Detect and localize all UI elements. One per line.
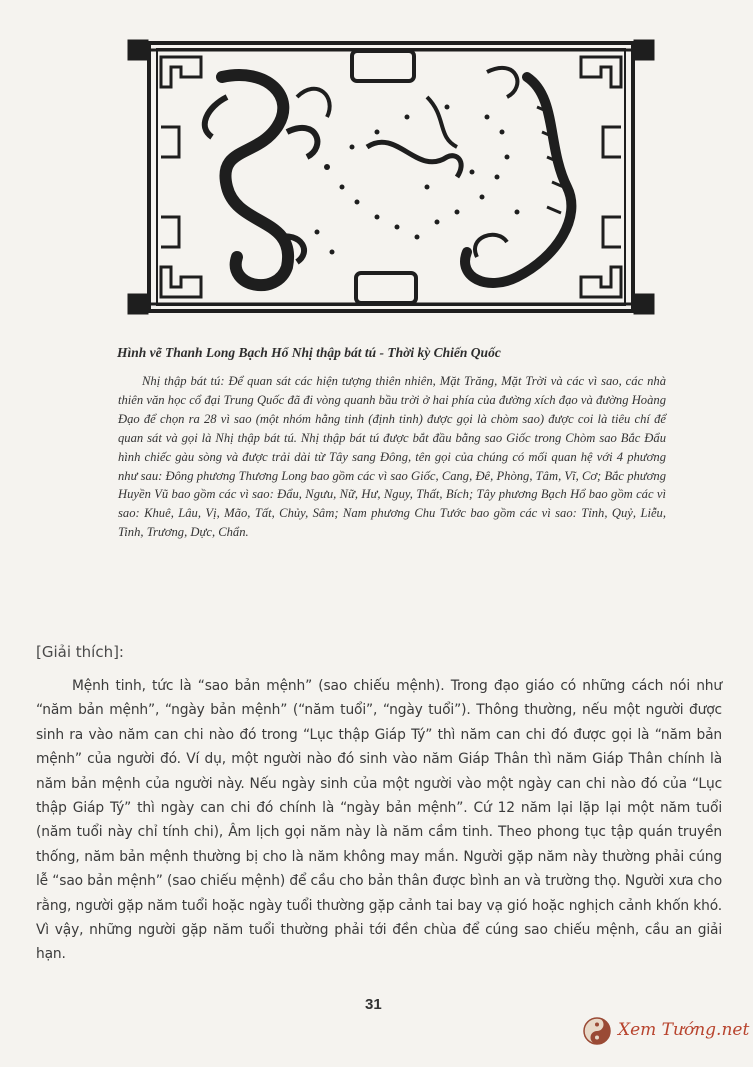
figure-description [118,372,666,542]
watermark-text: Xem Tướng.net [618,1020,750,1040]
yin-yang-icon [582,1016,612,1046]
section-heading: [Giải thích]: [36,643,124,661]
body-paragraph-text: Mệnh tinh, tức là “sao bản mệnh” (sao chiếu mệnh). Trong đạo giáo có những cách nói như “năm bản mệnh”, “ngày bản mệnh” (“năm tuổi”, “ngày tuổi”). Thông thường, nếu một người được sinh ra vào năm can chi nào đó trong “Lục thập Giáp Tý” thì năm can chi đó được gọi là “năm bản mệnh” của người đó. Ví dụ, một người nào đó sinh vào năm Giáp Thân thì năm Giáp Thân chính là năm bản mệnh của người này. Nếu ngày sinh của một người vào một ngày can chi nào đó của “Lục thập Giáp Tý” thì ngày can chi đó chính là “ngày bản mệnh”. Cứ 12 năm lại lặp lại một năm tuổi (năm tuổi này chỉ tính chi), Âm lịch gọi năm này là năm cầm tinh. Theo phong tục tập quán truyền thống, năm bản mệnh thường bị cho là năm không may mắn. Người gặp năm này thường phải cúng lễ “sao bản mệnh” (sao chiếu mệnh) để cầu cho bản thân được bình an và trường thọ. Người xưa cho rằng, người gặp năm tuổi hoặc ngày tuổi thường gặp cảnh tai bay vạ gió hoặc nghịch cảnh khốn khó. Vì vậy, những người gặp năm tuổi thường phải tới đền chùa để cúng sao chiếu mệnh, cầu an giải hạn. [36,678,722,963]
thanh-long-bach-ho-illustration [127,37,657,329]
figure-description-text: Nhị thập bát tú: Để quan sát các hiện tượng thiên nhiên, Mặt Trăng, Mặt Trời và các vì sao, các nhà thiên văn học cổ đại Trung Quốc đã đi vòng quanh bầu trời ở hai phía của đường xích đạo và đường Hoàng Đạo để chọn ra 28 vì sao (một nhóm hằng tinh (định tinh) được gọi là chòm sao) được coi là tiêu chí để quan sát và gọi là Nhị thập bát tú. Nhị thập bát tú được bắt đầu bằng sao Giốc trong Chòm sao Bắc Đẩu hình chiếc gàu sòng và được trải dài từ Tây sang Đông, tên gọi của chúng có mối quan hệ với 4 phương như sau: Đông phương Thương Long bao gồm các vì sao Giốc, Cang, Đê, Phòng, Tâm, Vĩ, Cơ; Bắc phương Huyền Vũ bao gồm các vì sao: Đẩu, Ngưu, Nữ, Hư, Nguy, Thất, Bích; Tây phương Bạch Hổ bao gồm các vì sao: Khuê, Lâu, Vị, Mão, Tất, Chủy, Sâm; Nam phương Chu Tước bao gồm các vì sao: Tỉnh, Quỷ, Liễu, Tinh, Trương, Dực, Chẩn. [118,374,666,540]
watermark [580,1012,750,1052]
figure-caption: Hình vẽ Thanh Long Bạch Hổ Nhị thập bát tú - Thời kỳ Chiến Quốc [117,345,501,360]
body-paragraph [36,674,722,967]
page-number: 31 [365,996,382,1013]
